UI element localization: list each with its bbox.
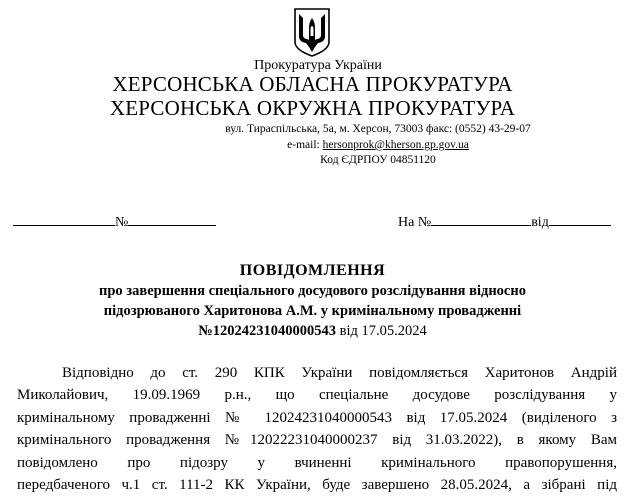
email-label: e-mail: bbox=[287, 139, 323, 151]
notice-title: ПОВІДОМЛЕННЯ bbox=[239, 262, 386, 279]
incoming-number-label: На № bbox=[398, 215, 432, 230]
notice-subtitle-line1: про завершення спеціального досудового розслідування відносно bbox=[99, 283, 526, 299]
edrpou-code: Код ЄДРПОУ 04851120 bbox=[320, 154, 436, 166]
address-line: вул. Тираспільська, 5а, м. Херсон, 73003 факс: (0552) 43-29-07 bbox=[225, 123, 531, 135]
regional-prosecutor-title: ХЕРСОНСЬКА ОБЛАСНА ПРОКУРАТУРА bbox=[112, 72, 513, 96]
outgoing-number-label: № bbox=[115, 215, 129, 230]
outgoing-reference bbox=[13, 211, 216, 231]
district-prosecutor-title: ХЕРСОНСЬКА ОКРУЖНА ПРОКУРАТУРА bbox=[109, 96, 516, 120]
outgoing-number-blank bbox=[128, 211, 216, 226]
email-line bbox=[168, 139, 588, 151]
incoming-date-blank bbox=[549, 211, 611, 226]
notice-body bbox=[17, 362, 617, 496]
body-line: передбаченого ч.1 ст. 111-2 КК України, буде завершено 28.05.2024, а зібрані під bbox=[17, 477, 617, 494]
notice-subtitle-line2: підозрюваного Харитонова А.М. у кримінальному провадженні bbox=[103, 303, 522, 319]
body-line: кримінального провадження №12022231040000237 від 31.03.2022), в якому Вам bbox=[17, 432, 617, 449]
trident-icon bbox=[293, 6, 331, 58]
notice-case-reference bbox=[0, 323, 625, 340]
body-line: Відповідно до ст. 290 КПК України повідомляється Харитонов Андрій bbox=[62, 365, 617, 381]
incoming-reference bbox=[398, 211, 611, 231]
incoming-date-label: від bbox=[531, 215, 549, 230]
body-line: Миколайович, 19.09.1969 р.н., що спеціальне досудове розслідування у bbox=[17, 387, 617, 404]
case-date: від 17.05.2024 bbox=[336, 323, 427, 339]
incoming-number-blank bbox=[431, 211, 531, 226]
case-number: №12024231040000543 bbox=[198, 323, 337, 339]
ministry-name: Прокуратура України bbox=[254, 58, 382, 73]
email-link[interactable]: hersonprok@kherson.gp.gov.ua bbox=[322, 139, 469, 151]
body-line: повідомлено про підозру у вчиненні кримінального правопорушення, bbox=[17, 454, 617, 471]
outgoing-date-blank bbox=[13, 211, 115, 226]
body-line: кримінальному провадженні № 12024231040000543 від 17.05.2024 (виділеного з bbox=[17, 409, 617, 426]
